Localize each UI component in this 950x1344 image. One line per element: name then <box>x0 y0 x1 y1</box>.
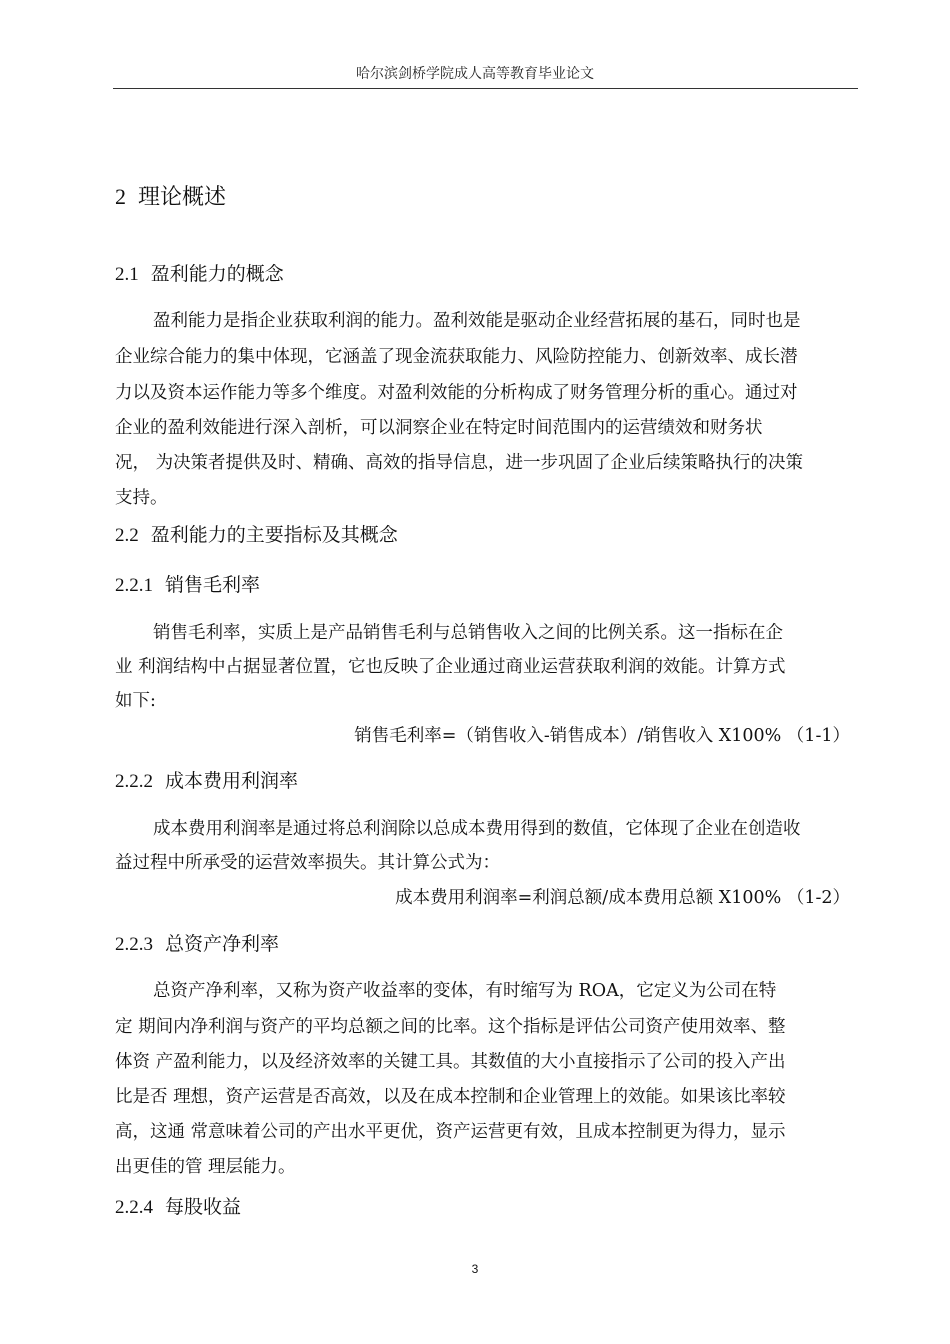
paragraph-line: 力以及资本运作能力等多个维度。对盈利效能的分析构成了财务管理分析的重心。通过对 <box>115 383 798 403</box>
section-heading-2-2-1 <box>115 570 260 597</box>
section-heading-2-2-4 <box>115 1192 241 1219</box>
section-title: 销售毛利率 <box>165 574 261 596</box>
formula-1-1: 销售毛利率=（销售收入-销售成本）/销售收入 X100% （1-1） <box>354 726 850 746</box>
paragraph-line: 况， 为决策者提供及时、精确、高效的指导信息，进一步巩固了企业后续策略执行的决策 <box>115 453 804 473</box>
paragraph-line: 出更佳的管 理层能力。 <box>115 1157 296 1177</box>
section-heading-2-2-2 <box>115 766 298 793</box>
section-heading-2-1 <box>115 259 284 286</box>
paragraph-line: 业 利润结构中占据显著位置，它也反映了企业通过商业运营获取利润的效能。计算方式 <box>115 657 786 677</box>
section-number: 2.2.1 <box>115 575 153 596</box>
paragraph-line: 企业综合能力的集中体现，它涵盖了现金流获取能力、风险防控能力、创新效率、成长潜 <box>115 347 798 367</box>
paragraph-line: 体资 产盈利能力，以及经济效率的关键工具。其数值的大小直接指示了公司的投入产出 <box>115 1052 786 1072</box>
formula-1-2: 成本费用利润率=利润总额/成本费用总额 X100% （1-2） <box>395 888 850 908</box>
paragraph-line: 盈利能力是指企业获取利润的能力。盈利效能是驱动企业经营拓展的基石，同时也是 <box>153 311 801 331</box>
chapter-number: 2 <box>115 184 126 209</box>
section-heading-2-2 <box>115 520 398 547</box>
section-number: 2.2.3 <box>115 934 153 955</box>
header-rule <box>113 88 858 89</box>
chapter-heading <box>115 180 226 211</box>
section-title: 每股收益 <box>165 1196 242 1218</box>
page-number: 3 <box>471 1262 479 1276</box>
paragraph-line: 销售毛利率，实质上是产品销售毛利与总销售收入之间的比例关系。这一指标在企 <box>153 623 783 643</box>
paragraph-line: 成本费用利润率是通过将总利润除以总成本费用得到的数值，它体现了企业在创造收 <box>153 819 801 839</box>
paragraph-line: 比是否 理想，资产运营是否高效，以及在成本控制和企业管理上的效能。如果该比率较 <box>115 1087 786 1107</box>
section-title: 总资产净利率 <box>165 933 280 955</box>
section-title: 盈利能力的概念 <box>150 263 284 285</box>
section-number: 2.2 <box>115 525 139 546</box>
chapter-title: 理论概述 <box>138 185 227 210</box>
paragraph-line: 总资产净利率，又称为资产收益率的变体，有时缩写为 ROA，它定义为公司在特 <box>153 981 777 1001</box>
section-heading-2-2-3 <box>115 929 279 956</box>
section-title: 成本费用利润率 <box>165 770 299 792</box>
section-number: 2.2.2 <box>115 771 153 792</box>
paragraph-line: 益过程中所承受的运营效率损失。其计算公式为： <box>115 853 500 873</box>
paragraph-line: 定 期间内净利润与资产的平均总额之间的比率。这个指标是评估公司资产使用效率、整 <box>115 1017 786 1037</box>
paragraph-line: 如下: <box>115 691 156 711</box>
paragraph-line: 企业的盈利效能进行深入剖析，可以洞察企业在特定时间范围内的运营绩效和财务状 <box>115 418 763 438</box>
paragraph-line: 高，这通 常意味着公司的产出水平更优，资产运营更有效，且成本控制更为得力，显示 <box>115 1122 786 1142</box>
section-number: 2.2.4 <box>115 1197 153 1218</box>
running-header: 哈尔滨剑桥学院成人高等教育毕业论文 <box>356 66 594 82</box>
section-title: 盈利能力的主要指标及其概念 <box>150 524 398 546</box>
paragraph-line: 支持。 <box>115 488 168 508</box>
section-number: 2.1 <box>115 264 139 285</box>
